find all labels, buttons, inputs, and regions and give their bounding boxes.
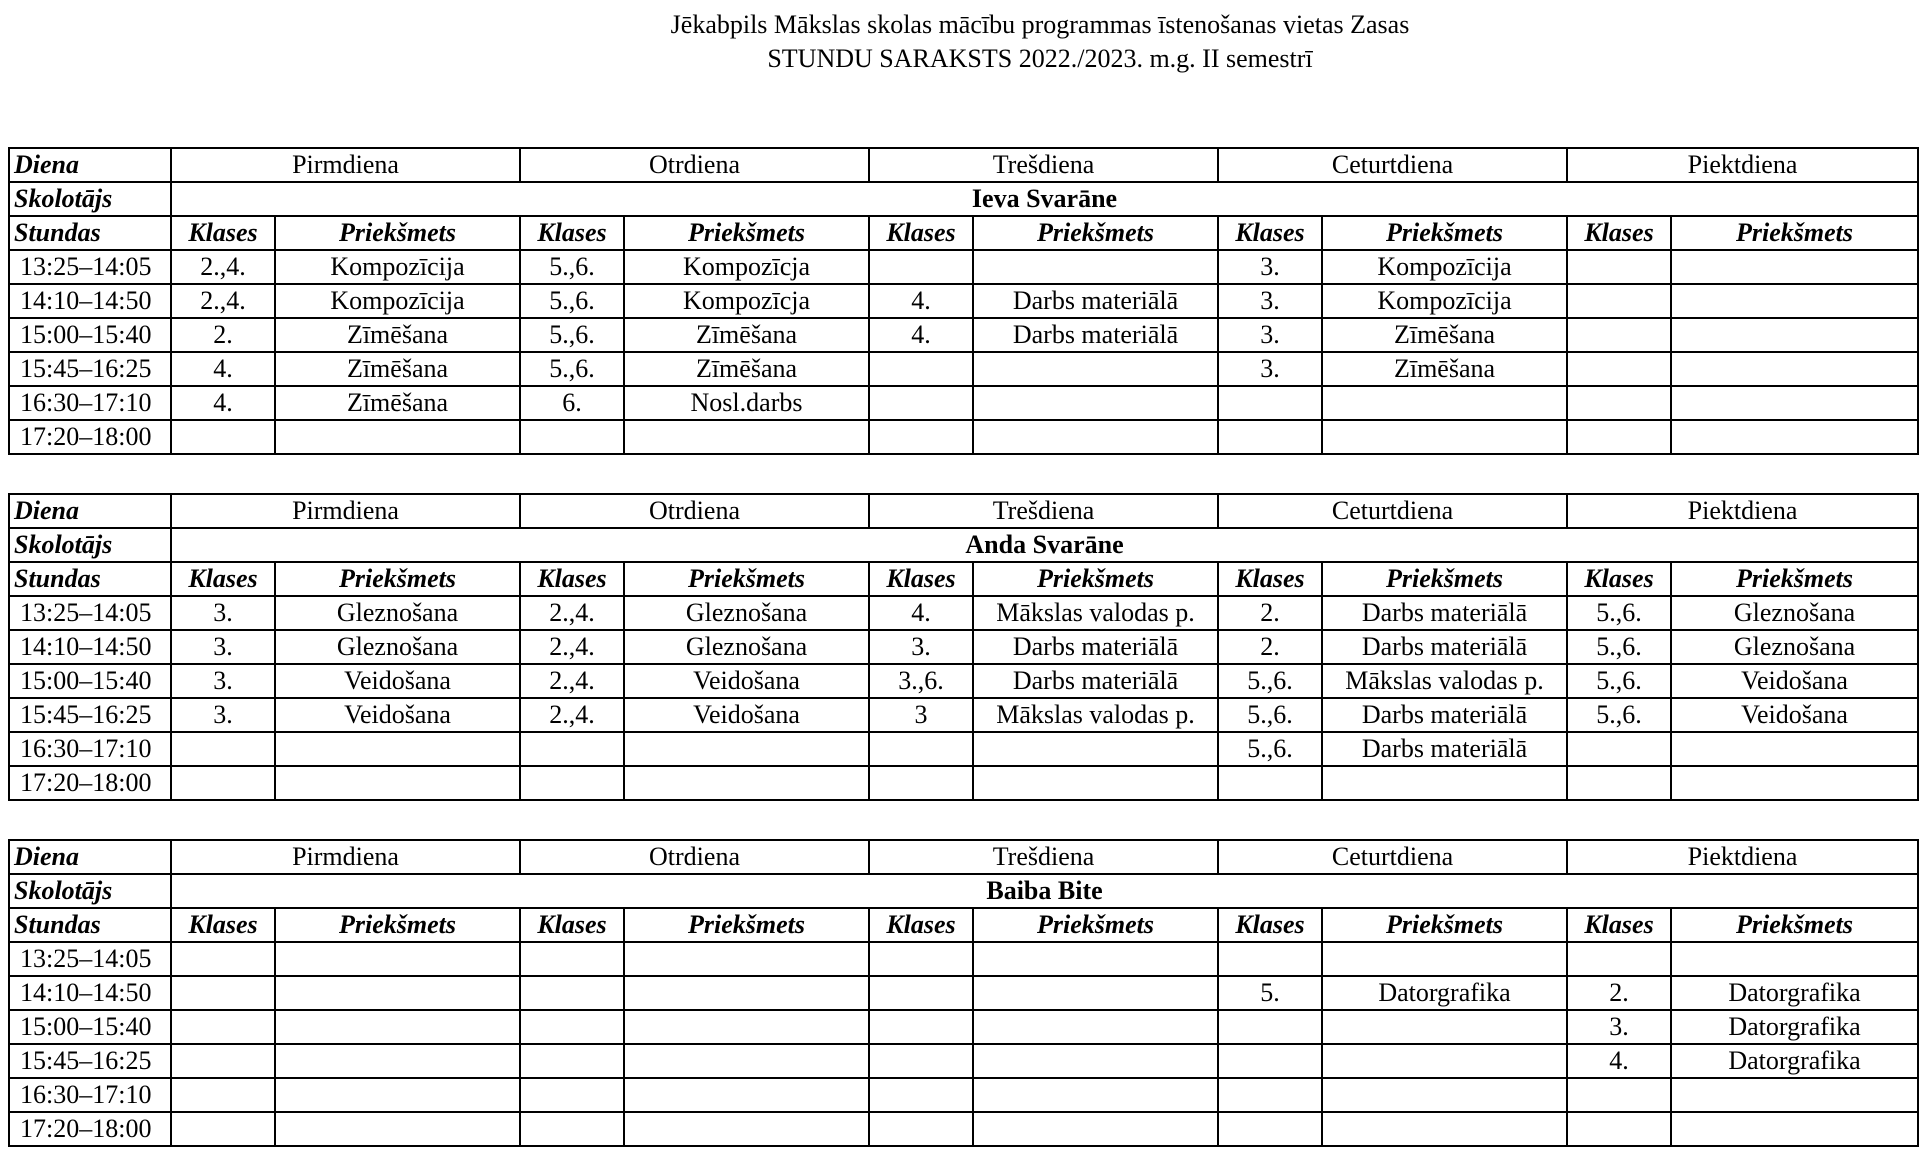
lesson-row (9, 1044, 1918, 1078)
subject-cell: Gleznošana (275, 596, 520, 630)
header-prieksmets: Priekšmets (275, 216, 520, 250)
subject-cell (1322, 1044, 1567, 1078)
subject-cell: Veidošana (624, 664, 869, 698)
lesson-row (9, 1010, 1918, 1044)
header-klases: Klases (1218, 216, 1322, 250)
subject-cell (275, 1044, 520, 1078)
subject-cell: Datorgrafika (1322, 976, 1567, 1010)
class-cell (1218, 1010, 1322, 1044)
day-header: Piektdiena (1567, 494, 1918, 528)
day-header: Piektdiena (1567, 840, 1918, 874)
header-klases: Klases (869, 562, 973, 596)
class-cell: 3. (1567, 1010, 1671, 1044)
label-stundas: Stundas (9, 908, 171, 942)
subject-cell (1671, 732, 1918, 766)
class-cell (1218, 1078, 1322, 1112)
class-cell: 4. (869, 596, 973, 630)
subject-cell (1671, 766, 1918, 800)
label-diena: Diena (9, 148, 171, 182)
subject-cell: Kompozīcja (624, 284, 869, 318)
day-header: Otrdiena (520, 840, 869, 874)
lesson-row (9, 596, 1918, 630)
days-row (9, 494, 1918, 528)
header-prieksmets: Priekšmets (1671, 908, 1918, 942)
class-cell (869, 1010, 973, 1044)
lesson-time: 14:10–14:50 (9, 976, 171, 1010)
class-cell: 5.,6. (1567, 698, 1671, 732)
lesson-row (9, 250, 1918, 284)
lesson-time: 13:25–14:05 (9, 250, 171, 284)
lesson-time: 14:10–14:50 (9, 284, 171, 318)
class-cell (869, 976, 973, 1010)
subject-cell: Darbs materiālā (973, 630, 1218, 664)
lesson-row (9, 698, 1918, 732)
subject-cell (624, 976, 869, 1010)
day-header: Ceturtdiena (1218, 148, 1567, 182)
class-cell (520, 1044, 624, 1078)
day-header: Trešdiena (869, 148, 1218, 182)
class-cell (171, 942, 275, 976)
document-title (0, 8, 1920, 76)
class-cell: 3. (171, 596, 275, 630)
class-cell: 3. (171, 698, 275, 732)
column-header-row (9, 908, 1918, 942)
schedule-table (8, 839, 1919, 1147)
subject-cell: Veidošana (275, 664, 520, 698)
class-cell: 2.,4. (520, 664, 624, 698)
subject-cell: Darbs materiālā (973, 664, 1218, 698)
subject-cell: Veidošana (624, 698, 869, 732)
subject-cell: Kompozīcja (624, 250, 869, 284)
subject-cell (1322, 1010, 1567, 1044)
class-cell (869, 942, 973, 976)
header-prieksmets: Priekšmets (1322, 562, 1567, 596)
lesson-time: 15:00–15:40 (9, 664, 171, 698)
class-cell (171, 732, 275, 766)
class-cell: 2.,4. (171, 284, 275, 318)
subject-cell (275, 1010, 520, 1044)
teacher-name: Ieva Svarāne (171, 182, 1918, 216)
lesson-time: 13:25–14:05 (9, 942, 171, 976)
header-prieksmets: Priekšmets (973, 908, 1218, 942)
day-header: Pirmdiena (171, 494, 520, 528)
class-cell: 5.,6. (520, 250, 624, 284)
subject-cell: Darbs materiālā (1322, 630, 1567, 664)
class-cell (1567, 386, 1671, 420)
subject-cell: Zīmēšana (1322, 318, 1567, 352)
teacher-row (9, 528, 1918, 562)
subject-cell: Zīmēšana (624, 352, 869, 386)
subject-cell (1671, 386, 1918, 420)
lesson-time: 15:45–16:25 (9, 352, 171, 386)
label-diena: Diena (9, 840, 171, 874)
class-cell (1567, 942, 1671, 976)
lesson-time: 15:45–16:25 (9, 1044, 171, 1078)
subject-cell: Gleznošana (1671, 596, 1918, 630)
subject-cell (973, 1078, 1218, 1112)
day-header: Trešdiena (869, 494, 1218, 528)
class-cell: 3 (869, 698, 973, 732)
class-cell (1567, 732, 1671, 766)
subject-cell: Darbs materiālā (973, 318, 1218, 352)
class-cell: 5.,6. (1218, 698, 1322, 732)
lesson-row (9, 1112, 1918, 1146)
subject-cell: Darbs materiālā (973, 284, 1218, 318)
days-row (9, 148, 1918, 182)
subject-cell (275, 732, 520, 766)
subject-cell (1671, 352, 1918, 386)
class-cell (869, 420, 973, 454)
class-cell: 3. (1218, 352, 1322, 386)
subject-cell (1671, 420, 1918, 454)
class-cell: 3. (1218, 284, 1322, 318)
subject-cell (1671, 318, 1918, 352)
subject-cell (973, 766, 1218, 800)
subject-cell (1671, 942, 1918, 976)
subject-cell: Nosl.darbs (624, 386, 869, 420)
day-header: Ceturtdiena (1218, 840, 1567, 874)
class-cell: 5.,6. (520, 318, 624, 352)
day-header: Otrdiena (520, 494, 869, 528)
lesson-row (9, 386, 1918, 420)
class-cell (1218, 420, 1322, 454)
class-cell: 2.,4. (520, 596, 624, 630)
lesson-row (9, 766, 1918, 800)
teacher-name: Anda Svarāne (171, 528, 1918, 562)
lesson-row (9, 732, 1918, 766)
subject-cell (973, 420, 1218, 454)
lesson-time: 17:20–18:00 (9, 766, 171, 800)
subject-cell: Kompozīcija (275, 250, 520, 284)
class-cell (869, 766, 973, 800)
lesson-row (9, 976, 1918, 1010)
class-cell: 2. (171, 318, 275, 352)
class-cell (171, 1078, 275, 1112)
header-klases: Klases (171, 562, 275, 596)
label-skolotajs: Skolotājs (9, 528, 171, 562)
lesson-row (9, 942, 1918, 976)
label-skolotajs: Skolotājs (9, 182, 171, 216)
class-cell: 6. (520, 386, 624, 420)
subject-cell (1671, 1112, 1918, 1146)
class-cell: 3. (1218, 250, 1322, 284)
class-cell (869, 352, 973, 386)
header-klases: Klases (869, 216, 973, 250)
class-cell: 2.,4. (520, 630, 624, 664)
subject-cell (1322, 386, 1567, 420)
class-cell (1218, 1044, 1322, 1078)
class-cell (1567, 250, 1671, 284)
header-klases: Klases (1567, 562, 1671, 596)
header-prieksmets: Priekšmets (1671, 216, 1918, 250)
subject-cell: Kompozīcija (275, 284, 520, 318)
subject-cell (973, 1112, 1218, 1146)
header-klases: Klases (1567, 216, 1671, 250)
subject-cell (1671, 250, 1918, 284)
header-klases: Klases (520, 562, 624, 596)
day-header: Pirmdiena (171, 840, 520, 874)
subject-cell: Darbs materiālā (1322, 732, 1567, 766)
class-cell (171, 420, 275, 454)
class-cell: 2. (1218, 630, 1322, 664)
class-cell (520, 766, 624, 800)
header-prieksmets: Priekšmets (275, 908, 520, 942)
lesson-row (9, 420, 1918, 454)
class-cell (1567, 318, 1671, 352)
class-cell (869, 1078, 973, 1112)
lesson-row (9, 1078, 1918, 1112)
subject-cell: Zīmēšana (275, 318, 520, 352)
class-cell (869, 732, 973, 766)
subject-cell (624, 1112, 869, 1146)
header-prieksmets: Priekšmets (1671, 562, 1918, 596)
subject-cell (1671, 1078, 1918, 1112)
class-cell: 2.,4. (171, 250, 275, 284)
subject-cell (275, 420, 520, 454)
lesson-row (9, 664, 1918, 698)
class-cell (171, 1112, 275, 1146)
subject-cell: Gleznošana (1671, 630, 1918, 664)
subject-cell: Zīmēšana (624, 318, 869, 352)
header-klases: Klases (171, 908, 275, 942)
class-cell (869, 1044, 973, 1078)
header-prieksmets: Priekšmets (624, 908, 869, 942)
subject-cell (1322, 766, 1567, 800)
lesson-time: 17:20–18:00 (9, 1112, 171, 1146)
class-cell: 5.,6. (1218, 664, 1322, 698)
subject-cell: Gleznošana (624, 596, 869, 630)
lesson-time: 15:00–15:40 (9, 1010, 171, 1044)
subject-cell (973, 352, 1218, 386)
subject-cell: Kompozīcija (1322, 284, 1567, 318)
class-cell (520, 1010, 624, 1044)
lesson-time: 17:20–18:00 (9, 420, 171, 454)
header-klases: Klases (1218, 562, 1322, 596)
class-cell (171, 1044, 275, 1078)
label-diena: Diena (9, 494, 171, 528)
class-cell: 3. (171, 630, 275, 664)
class-cell (520, 1078, 624, 1112)
day-header: Piektdiena (1567, 148, 1918, 182)
schedule-table (8, 493, 1919, 801)
header-prieksmets: Priekšmets (624, 216, 869, 250)
subject-cell (973, 1010, 1218, 1044)
class-cell (1567, 766, 1671, 800)
subject-cell: Mākslas valodas p. (973, 596, 1218, 630)
subject-cell (973, 250, 1218, 284)
class-cell (1218, 766, 1322, 800)
subject-cell: Gleznošana (624, 630, 869, 664)
day-header: Trešdiena (869, 840, 1218, 874)
day-header: Ceturtdiena (1218, 494, 1567, 528)
subject-cell (275, 942, 520, 976)
lesson-time: 15:45–16:25 (9, 698, 171, 732)
class-cell (1218, 1112, 1322, 1146)
class-cell: 4. (171, 386, 275, 420)
teacher-row (9, 182, 1918, 216)
header-prieksmets: Priekšmets (1322, 908, 1567, 942)
subject-cell: Kompozīcija (1322, 250, 1567, 284)
header-klases: Klases (1567, 908, 1671, 942)
subject-cell: Zīmēšana (275, 386, 520, 420)
subject-cell (973, 1044, 1218, 1078)
class-cell: 3.,6. (869, 664, 973, 698)
class-cell: 4. (869, 284, 973, 318)
class-cell (869, 1112, 973, 1146)
class-cell: 2. (1218, 596, 1322, 630)
lesson-time: 16:30–17:10 (9, 1078, 171, 1112)
class-cell: 3. (869, 630, 973, 664)
subject-cell (624, 1010, 869, 1044)
label-stundas: Stundas (9, 562, 171, 596)
subject-cell (1322, 942, 1567, 976)
class-cell (869, 250, 973, 284)
header-prieksmets: Priekšmets (1322, 216, 1567, 250)
subject-cell (624, 1044, 869, 1078)
header-prieksmets: Priekšmets (973, 562, 1218, 596)
class-cell (520, 976, 624, 1010)
title-line-1: Jēkabpils Mākslas skolas mācību programmas īstenošanas vietas Zasas (670, 10, 1410, 39)
subject-cell (624, 766, 869, 800)
subject-cell: Datorgrafika (1671, 1044, 1918, 1078)
class-cell: 5.,6. (520, 284, 624, 318)
subject-cell (275, 1112, 520, 1146)
class-cell (520, 942, 624, 976)
header-klases: Klases (869, 908, 973, 942)
class-cell (869, 386, 973, 420)
class-cell (520, 420, 624, 454)
class-cell: 5.,6. (1567, 664, 1671, 698)
schedule-table (8, 147, 1919, 455)
subject-cell (973, 386, 1218, 420)
header-prieksmets: Priekšmets (973, 216, 1218, 250)
teacher-name: Baiba Bite (171, 874, 1918, 908)
class-cell: 5.,6. (520, 352, 624, 386)
subject-cell (275, 976, 520, 1010)
days-row (9, 840, 1918, 874)
subject-cell: Gleznošana (275, 630, 520, 664)
subject-cell (973, 942, 1218, 976)
subject-cell (624, 1078, 869, 1112)
subject-cell (1322, 1112, 1567, 1146)
class-cell: 4. (1567, 1044, 1671, 1078)
subject-cell: Veidošana (275, 698, 520, 732)
subject-cell: Datorgrafika (1671, 976, 1918, 1010)
subject-cell: Zīmēšana (1322, 352, 1567, 386)
class-cell (171, 976, 275, 1010)
title-line-2: STUNDU SARAKSTS 2022./2023. m.g. II semestrī (767, 44, 1313, 73)
lesson-time: 15:00–15:40 (9, 318, 171, 352)
subject-cell: Zīmēšana (275, 352, 520, 386)
day-header: Pirmdiena (171, 148, 520, 182)
subject-cell: Mākslas valodas p. (973, 698, 1218, 732)
class-cell: 4. (869, 318, 973, 352)
subject-cell (1322, 1078, 1567, 1112)
class-cell (1567, 1078, 1671, 1112)
lesson-time: 13:25–14:05 (9, 596, 171, 630)
day-header: Otrdiena (520, 148, 869, 182)
subject-cell: Mākslas valodas p. (1322, 664, 1567, 698)
header-klases: Klases (171, 216, 275, 250)
lesson-row (9, 352, 1918, 386)
class-cell (171, 766, 275, 800)
header-prieksmets: Priekšmets (624, 562, 869, 596)
class-cell: 3. (1218, 318, 1322, 352)
class-cell: 2.,4. (520, 698, 624, 732)
label-skolotajs: Skolotājs (9, 874, 171, 908)
header-klases: Klases (520, 216, 624, 250)
lesson-row (9, 630, 1918, 664)
class-cell: 5.,6. (1567, 630, 1671, 664)
class-cell: 5.,6. (1567, 596, 1671, 630)
subject-cell (275, 766, 520, 800)
teacher-row (9, 874, 1918, 908)
subject-cell: Datorgrafika (1671, 1010, 1918, 1044)
class-cell: 4. (171, 352, 275, 386)
header-klases: Klases (1218, 908, 1322, 942)
label-stundas: Stundas (9, 216, 171, 250)
column-header-row (9, 216, 1918, 250)
lesson-time: 16:30–17:10 (9, 732, 171, 766)
class-cell (1218, 386, 1322, 420)
subject-cell (624, 942, 869, 976)
subject-cell (624, 732, 869, 766)
header-prieksmets: Priekšmets (275, 562, 520, 596)
class-cell (1567, 284, 1671, 318)
lesson-time: 14:10–14:50 (9, 630, 171, 664)
class-cell (171, 1010, 275, 1044)
lesson-row (9, 318, 1918, 352)
class-cell (520, 1112, 624, 1146)
class-cell (520, 732, 624, 766)
lesson-row (9, 284, 1918, 318)
subject-cell (1322, 420, 1567, 454)
class-cell (1218, 942, 1322, 976)
column-header-row (9, 562, 1918, 596)
class-cell: 2. (1567, 976, 1671, 1010)
class-cell (1567, 420, 1671, 454)
subject-cell (624, 420, 869, 454)
class-cell: 3. (171, 664, 275, 698)
class-cell: 5.,6. (1218, 732, 1322, 766)
class-cell (1567, 1112, 1671, 1146)
subject-cell: Darbs materiālā (1322, 596, 1567, 630)
subject-cell: Veidošana (1671, 664, 1918, 698)
subject-cell: Veidošana (1671, 698, 1918, 732)
subject-cell (1671, 284, 1918, 318)
class-cell (1567, 352, 1671, 386)
subject-cell (275, 1078, 520, 1112)
subject-cell: Darbs materiālā (1322, 698, 1567, 732)
subject-cell (973, 732, 1218, 766)
lesson-time: 16:30–17:10 (9, 386, 171, 420)
subject-cell (973, 976, 1218, 1010)
header-klases: Klases (520, 908, 624, 942)
class-cell: 5. (1218, 976, 1322, 1010)
